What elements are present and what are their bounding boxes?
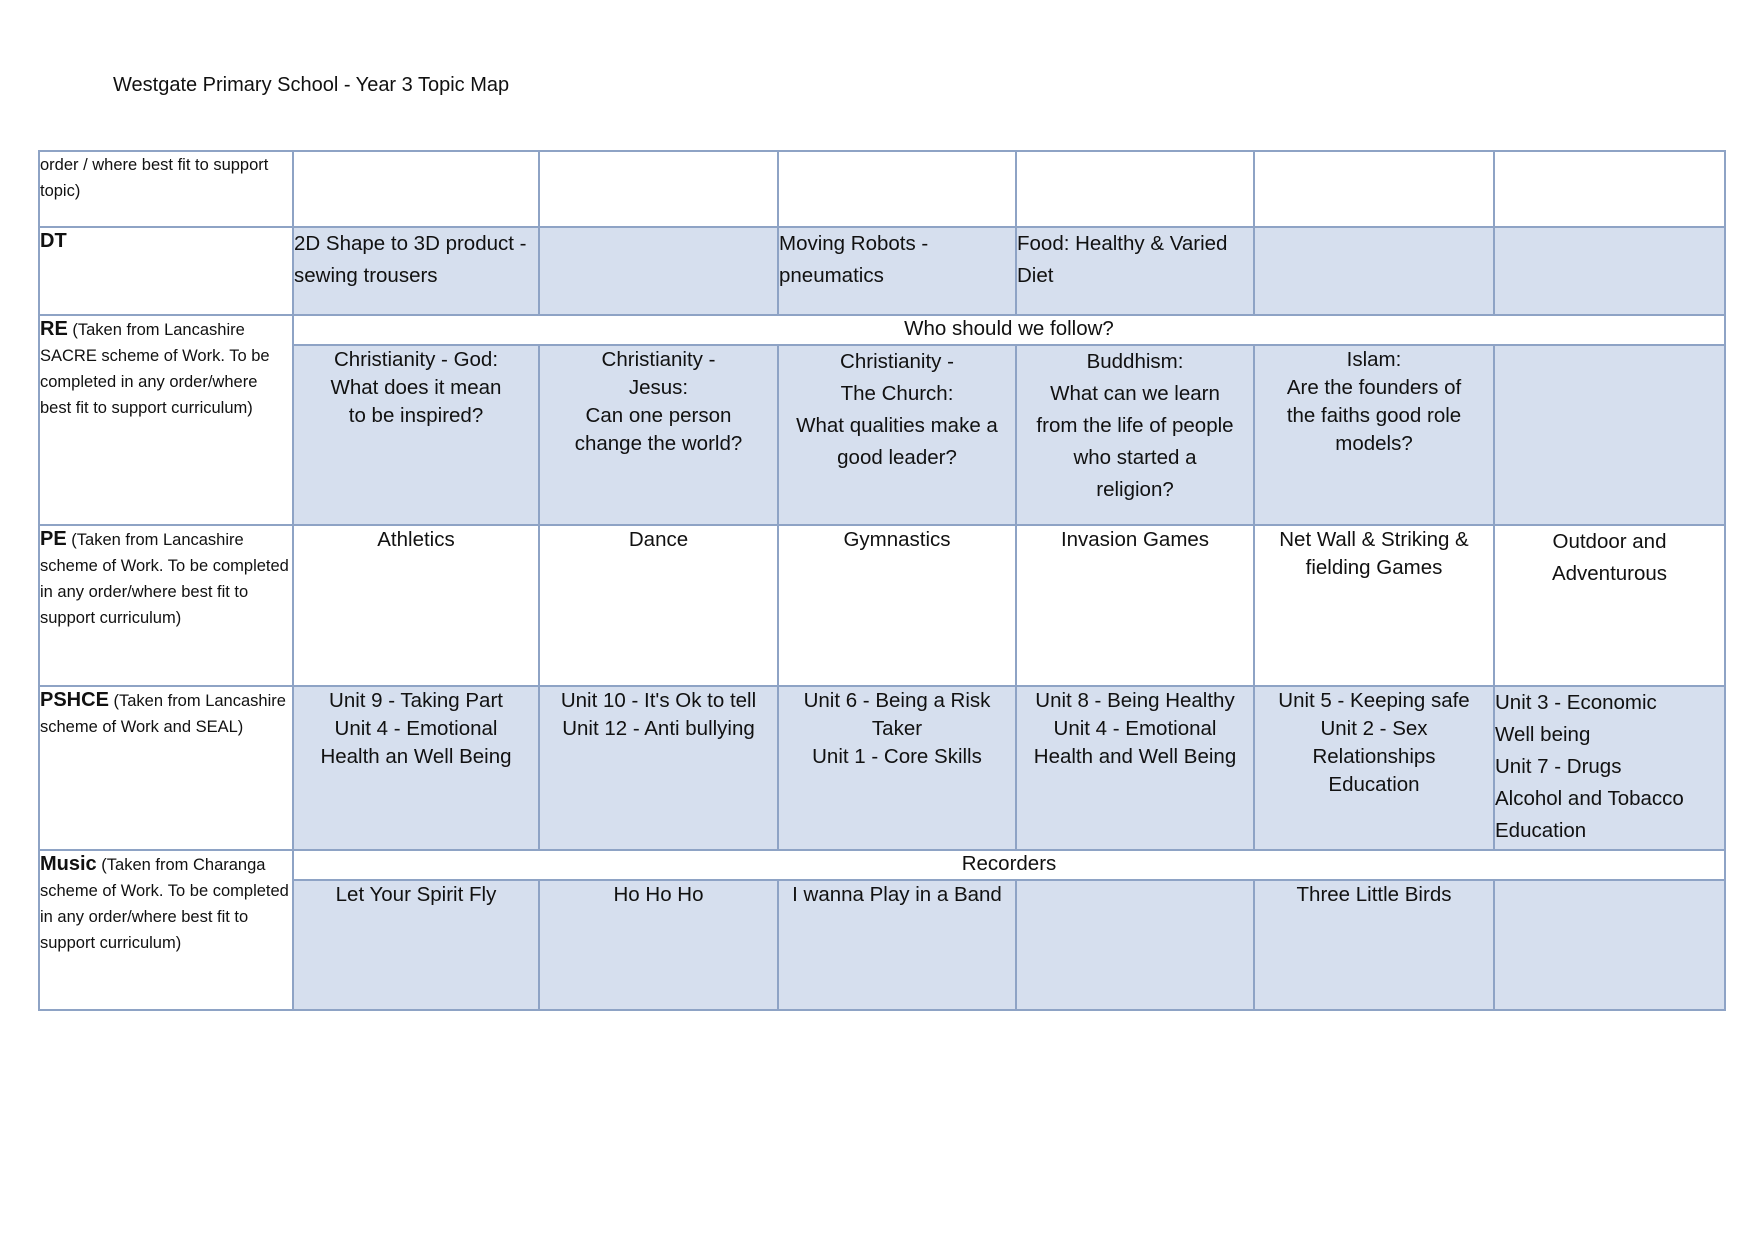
pe-cell-4: Invasion Games — [1016, 525, 1254, 686]
music-cell-6 — [1494, 880, 1725, 1010]
subject-cell-pshce — [39, 686, 293, 850]
music-cell-5: Three Little Birds — [1254, 880, 1494, 1010]
music-banner: Recorders — [293, 850, 1725, 880]
topic-cell — [1254, 151, 1494, 227]
topic-cell — [293, 151, 539, 227]
pe-cell-6: Outdoor and Adventurous — [1494, 525, 1725, 686]
subject-cell-top — [39, 151, 293, 227]
subject-cell-music — [39, 850, 293, 1010]
music-cell-4 — [1016, 880, 1254, 1010]
re-cell-1: Christianity - God: What does it mean to be inspired? — [293, 345, 539, 525]
music-cell-1: Let Your Spirit Fly — [293, 880, 539, 1010]
subject-cell-pe — [39, 525, 293, 686]
table-row-dt — [39, 227, 1725, 315]
music-cell-3: I wanna Play in a Band — [778, 880, 1016, 1010]
re-cell-2: Christianity - Jesus: Can one person change the world? — [539, 345, 778, 525]
dt-cell-4: Food: Healthy & Varied Diet — [1016, 227, 1254, 315]
pe-cell-3: Gymnastics — [778, 525, 1016, 686]
topic-cell — [1016, 151, 1254, 227]
music-cell-2: Ho Ho Ho — [539, 880, 778, 1010]
re-banner: Who should we follow? — [293, 315, 1725, 345]
subject-note: (Taken from Lancashire SACRE scheme of Work. To be completed in any order/where best fit to support curriculum) — [40, 321, 270, 417]
pshce-cell-2: Unit 10 - It's Ok to tell Unit 12 - Anti bullying — [539, 686, 778, 850]
subject-name: PE — [40, 528, 67, 550]
pshce-cell-5: Unit 5 - Keeping safe Unit 2 - Sex Relationships Education — [1254, 686, 1494, 850]
topic-map-table — [38, 150, 1726, 1011]
table-row-top — [39, 151, 1725, 227]
re-cell-3: Christianity - The Church: What qualities make a good leader? — [778, 345, 1016, 525]
subject-note: order / where best fit to support topic) — [40, 156, 269, 200]
subject-note: (Taken from Charanga scheme of Work. To be completed in any order/where best fit to support curriculum) — [40, 856, 289, 952]
page-title: Westgate Primary School - Year 3 Topic Map — [113, 74, 510, 96]
table-row-music-banner — [39, 850, 1725, 880]
pe-cell-5: Net Wall & Striking & fielding Games — [1254, 525, 1494, 686]
subject-name: PSHCE — [40, 689, 109, 711]
subject-note: (Taken from Lancashire scheme of Work and SEAL) — [40, 692, 286, 736]
table-row-pe — [39, 525, 1725, 686]
subject-note: (Taken from Lancashire scheme of Work. To be completed in any order/where best fit to support curriculum) — [40, 531, 289, 627]
subject-name: Music — [40, 853, 97, 875]
table-row-re-banner — [39, 315, 1725, 345]
subject-name: RE — [40, 318, 68, 340]
pe-cell-1: Athletics — [293, 525, 539, 686]
pshce-cell-3: Unit 6 - Being a Risk Taker Unit 1 - Core Skills — [778, 686, 1016, 850]
pshce-cell-1: Unit 9 - Taking Part Unit 4 - Emotional Health an Well Being — [293, 686, 539, 850]
pshce-cell-6: Unit 3 - Economic Well being Unit 7 - Drugs Alcohol and Tobacco Education — [1494, 686, 1725, 850]
re-cell-6 — [1494, 345, 1725, 525]
dt-cell-1: 2D Shape to 3D product - sewing trousers — [293, 227, 539, 315]
dt-cell-5 — [1254, 227, 1494, 315]
subject-cell-re — [39, 315, 293, 525]
topic-cell — [778, 151, 1016, 227]
dt-cell-6 — [1494, 227, 1725, 315]
subject-name: DT — [40, 230, 67, 252]
pshce-cell-4: Unit 8 - Being Healthy Unit 4 - Emotional Health and Well Being — [1016, 686, 1254, 850]
dt-cell-3: Moving Robots - pneumatics — [778, 227, 1016, 315]
re-cell-4: Buddhism: What can we learn from the life of people who started a religion? — [1016, 345, 1254, 525]
pe-cell-2: Dance — [539, 525, 778, 686]
topic-cell — [539, 151, 778, 227]
re-cell-5: Islam: Are the founders of the faiths good role models? — [1254, 345, 1494, 525]
subject-cell-dt — [39, 227, 293, 315]
topic-cell — [1494, 151, 1725, 227]
dt-cell-2 — [539, 227, 778, 315]
table-row-pshce — [39, 686, 1725, 850]
